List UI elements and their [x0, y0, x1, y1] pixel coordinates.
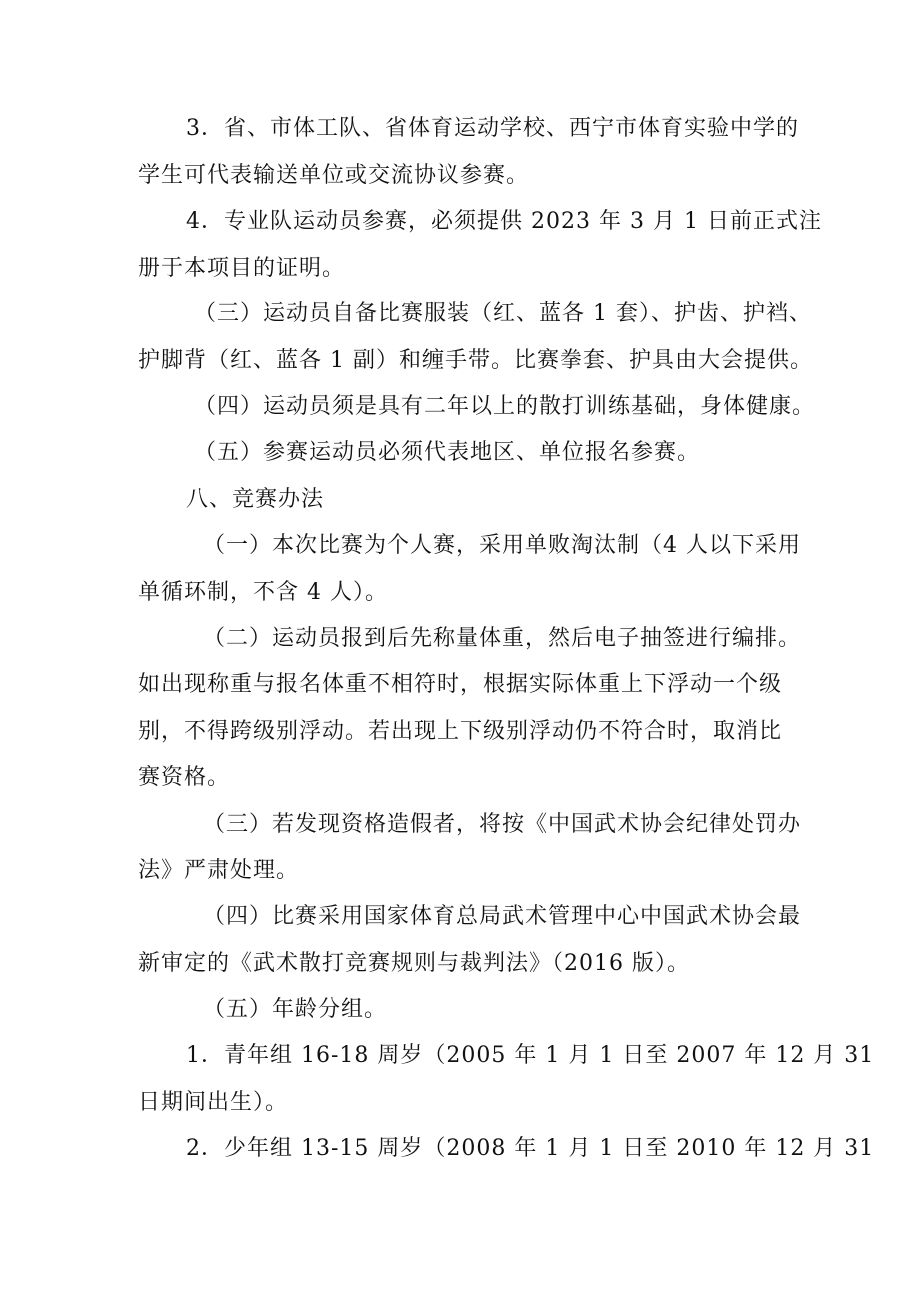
text-line: （五）年龄分组。 [203, 997, 388, 1022]
text-line: 如出现称重与报名体重不相符时，根据实际体重上下浮动一个级 [138, 672, 783, 697]
text-line: 新审定的《武术散打竞赛规则与裁判法》（2016 版）。 [138, 951, 690, 976]
text-line: （一）本次比赛为个人赛，采用单败淘汰制（4 人以下采用 [203, 533, 801, 558]
text-line: （三）若发现资格造假者，将按《中国武术协会纪律处罚办 [203, 812, 802, 837]
text-line: 学生可代表输送单位或交流协议参赛。 [138, 163, 530, 188]
text-line: 册于本项目的证明。 [138, 256, 346, 281]
text-line: （三）运动员自备比赛服装（红、蓝各 1 套）、护齿、护裆、 [194, 301, 812, 326]
text-line: 4．专业队运动员参赛，必须提供 2023 年 3 月 1 日前正式注 [186, 209, 822, 234]
text-line: （四）比赛采用国家体育总局武术管理中心中国武术协会最 [203, 904, 802, 929]
text-line: 1．青年组 16-18 周岁（2005 年 1 月 1 日至 2007 年 12 月 31 [186, 1043, 875, 1068]
text-line: 单循环制，不含 4 人）。 [138, 580, 388, 605]
section-heading: 八、竞赛办法 [186, 487, 325, 512]
text-line: 赛资格。 [138, 765, 231, 790]
text-line: 2．少年组 13-15 周岁（2008 年 1 月 1 日至 2010 年 12 月 31 [186, 1136, 875, 1161]
text-line: （五）参赛运动员必须代表地区、单位报名参赛。 [194, 440, 701, 465]
text-line: （四）运动员须是具有二年以上的散打训练基础，身体健康。 [194, 394, 816, 419]
text-line: 护脚背（红、蓝各 1 副）和缠手带。比赛拳套、护具由大会提供。 [138, 348, 813, 373]
text-line: 法》严肃处理。 [138, 858, 300, 883]
text-line: （二）运动员报到后先称量体重，然后电子抽签进行编排。 [203, 626, 802, 651]
text-line: 3．省、市体工队、省体育运动学校、西宁市体育实验中学的 [186, 116, 799, 141]
text-line: 日期间出生）。 [138, 1090, 289, 1115]
text-line: 别，不得跨级别浮动。若出现上下级别浮动仍不符合时，取消比 [138, 719, 783, 744]
